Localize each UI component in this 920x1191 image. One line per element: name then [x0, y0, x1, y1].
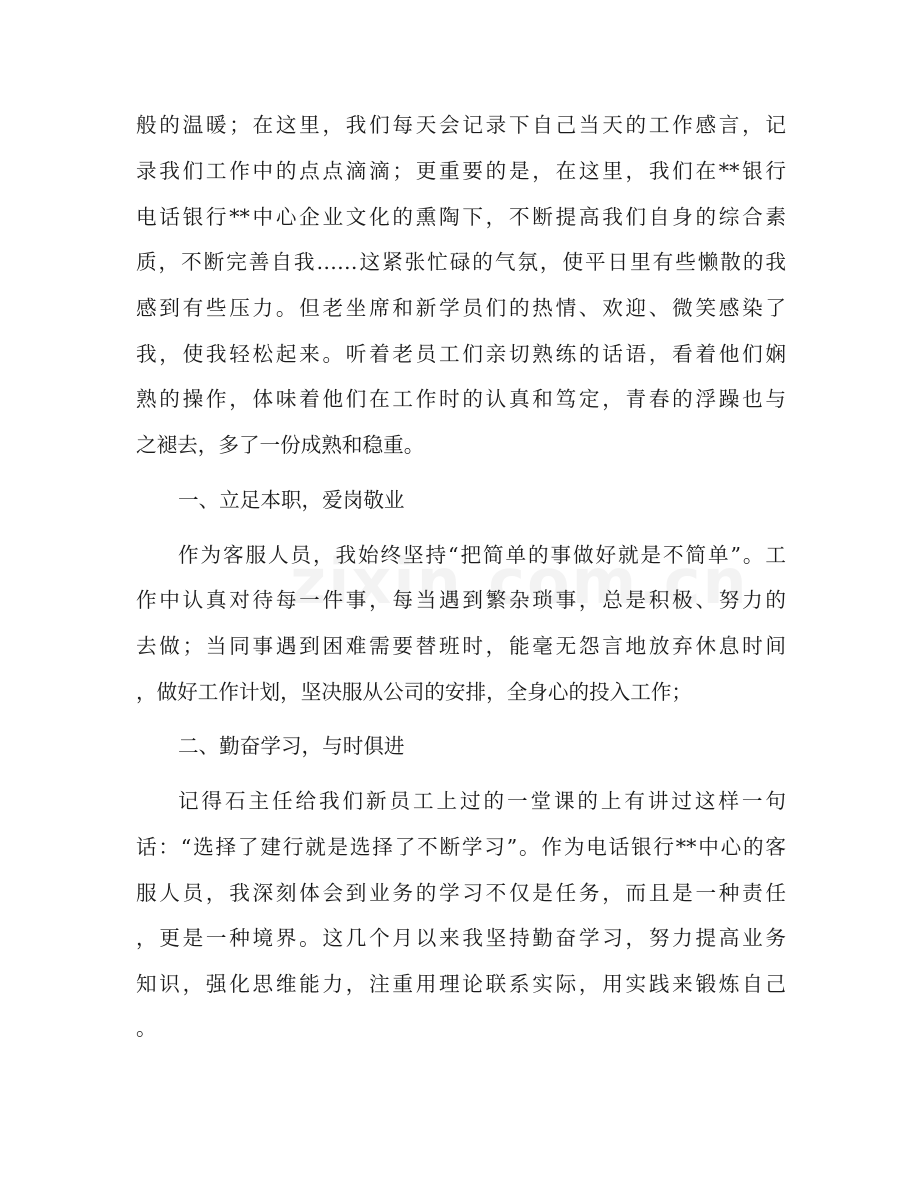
paragraph-line: 电话银行**中心企业文化的熏陶下，不断提高我们自身的综合素	[136, 205, 786, 229]
paragraph-line: 作中认真对待每一件事，每当遇到繁杂琐事，总是积极、努力的	[136, 588, 786, 612]
paragraph-line: 。	[136, 1016, 157, 1040]
paragraph-line: 质，不断完善自我……这紧张忙碌的气氛，使平日里有些懒散的我	[136, 250, 786, 274]
paragraph-line: 记得石主任给我们新员工上过的一堂课的上有讲过这样一句	[178, 789, 786, 813]
paragraph-line: 作为客服人员，我始终坚持“把简单的事做好就是不简单”。工	[178, 543, 786, 567]
paragraph-line: 我，使我轻松起来。听着老员工们亲切熟练的话语，看着他们娴	[136, 342, 786, 366]
paragraph-line: 去做；当同事遇到困难需要替班时，能毫无怨言地放弃休息时间	[136, 634, 786, 658]
paragraph-line: 服人员，我深刻体会到业务的学习不仅是任务，而且是一种责任	[136, 881, 786, 905]
paragraph-line: 感到有些压力。但老坐席和新学员们的热情、欢迎、微笑感染了	[136, 296, 786, 320]
paragraph-line: 话：“选择了建行就是选择了不断学习”。作为电话银行**中心的客	[136, 835, 786, 859]
section-heading: 一、立足本职，爱岗敬业	[178, 488, 405, 512]
paragraph-line: ，更是一种境界。这几个月以来我坚持勤奋学习，努力提高业务	[136, 926, 786, 950]
paragraph-line: 般的温暖；在这里，我们每天会记录下自己当天的工作感言，记	[136, 113, 786, 137]
paragraph-line: 知识，强化思维能力，注重用理论联系实际，用实践来锻炼自己	[136, 972, 786, 996]
paragraph-line: 熟的操作，体味着他们在工作时的认真和笃定，青春的浮躁也与	[136, 387, 786, 411]
paragraph-line: 之褪去，多了一份成熟和稳重。	[136, 433, 425, 457]
paragraph-line: ，做好工作计划，坚决服从公司的安排，全身心的投入工作；	[136, 680, 693, 704]
paragraph-line: 录我们工作中的点点滴滴；更重要的是，在这里，我们在**银行	[136, 159, 786, 183]
section-heading: 二、勤奋学习，与时俱进	[178, 734, 405, 758]
